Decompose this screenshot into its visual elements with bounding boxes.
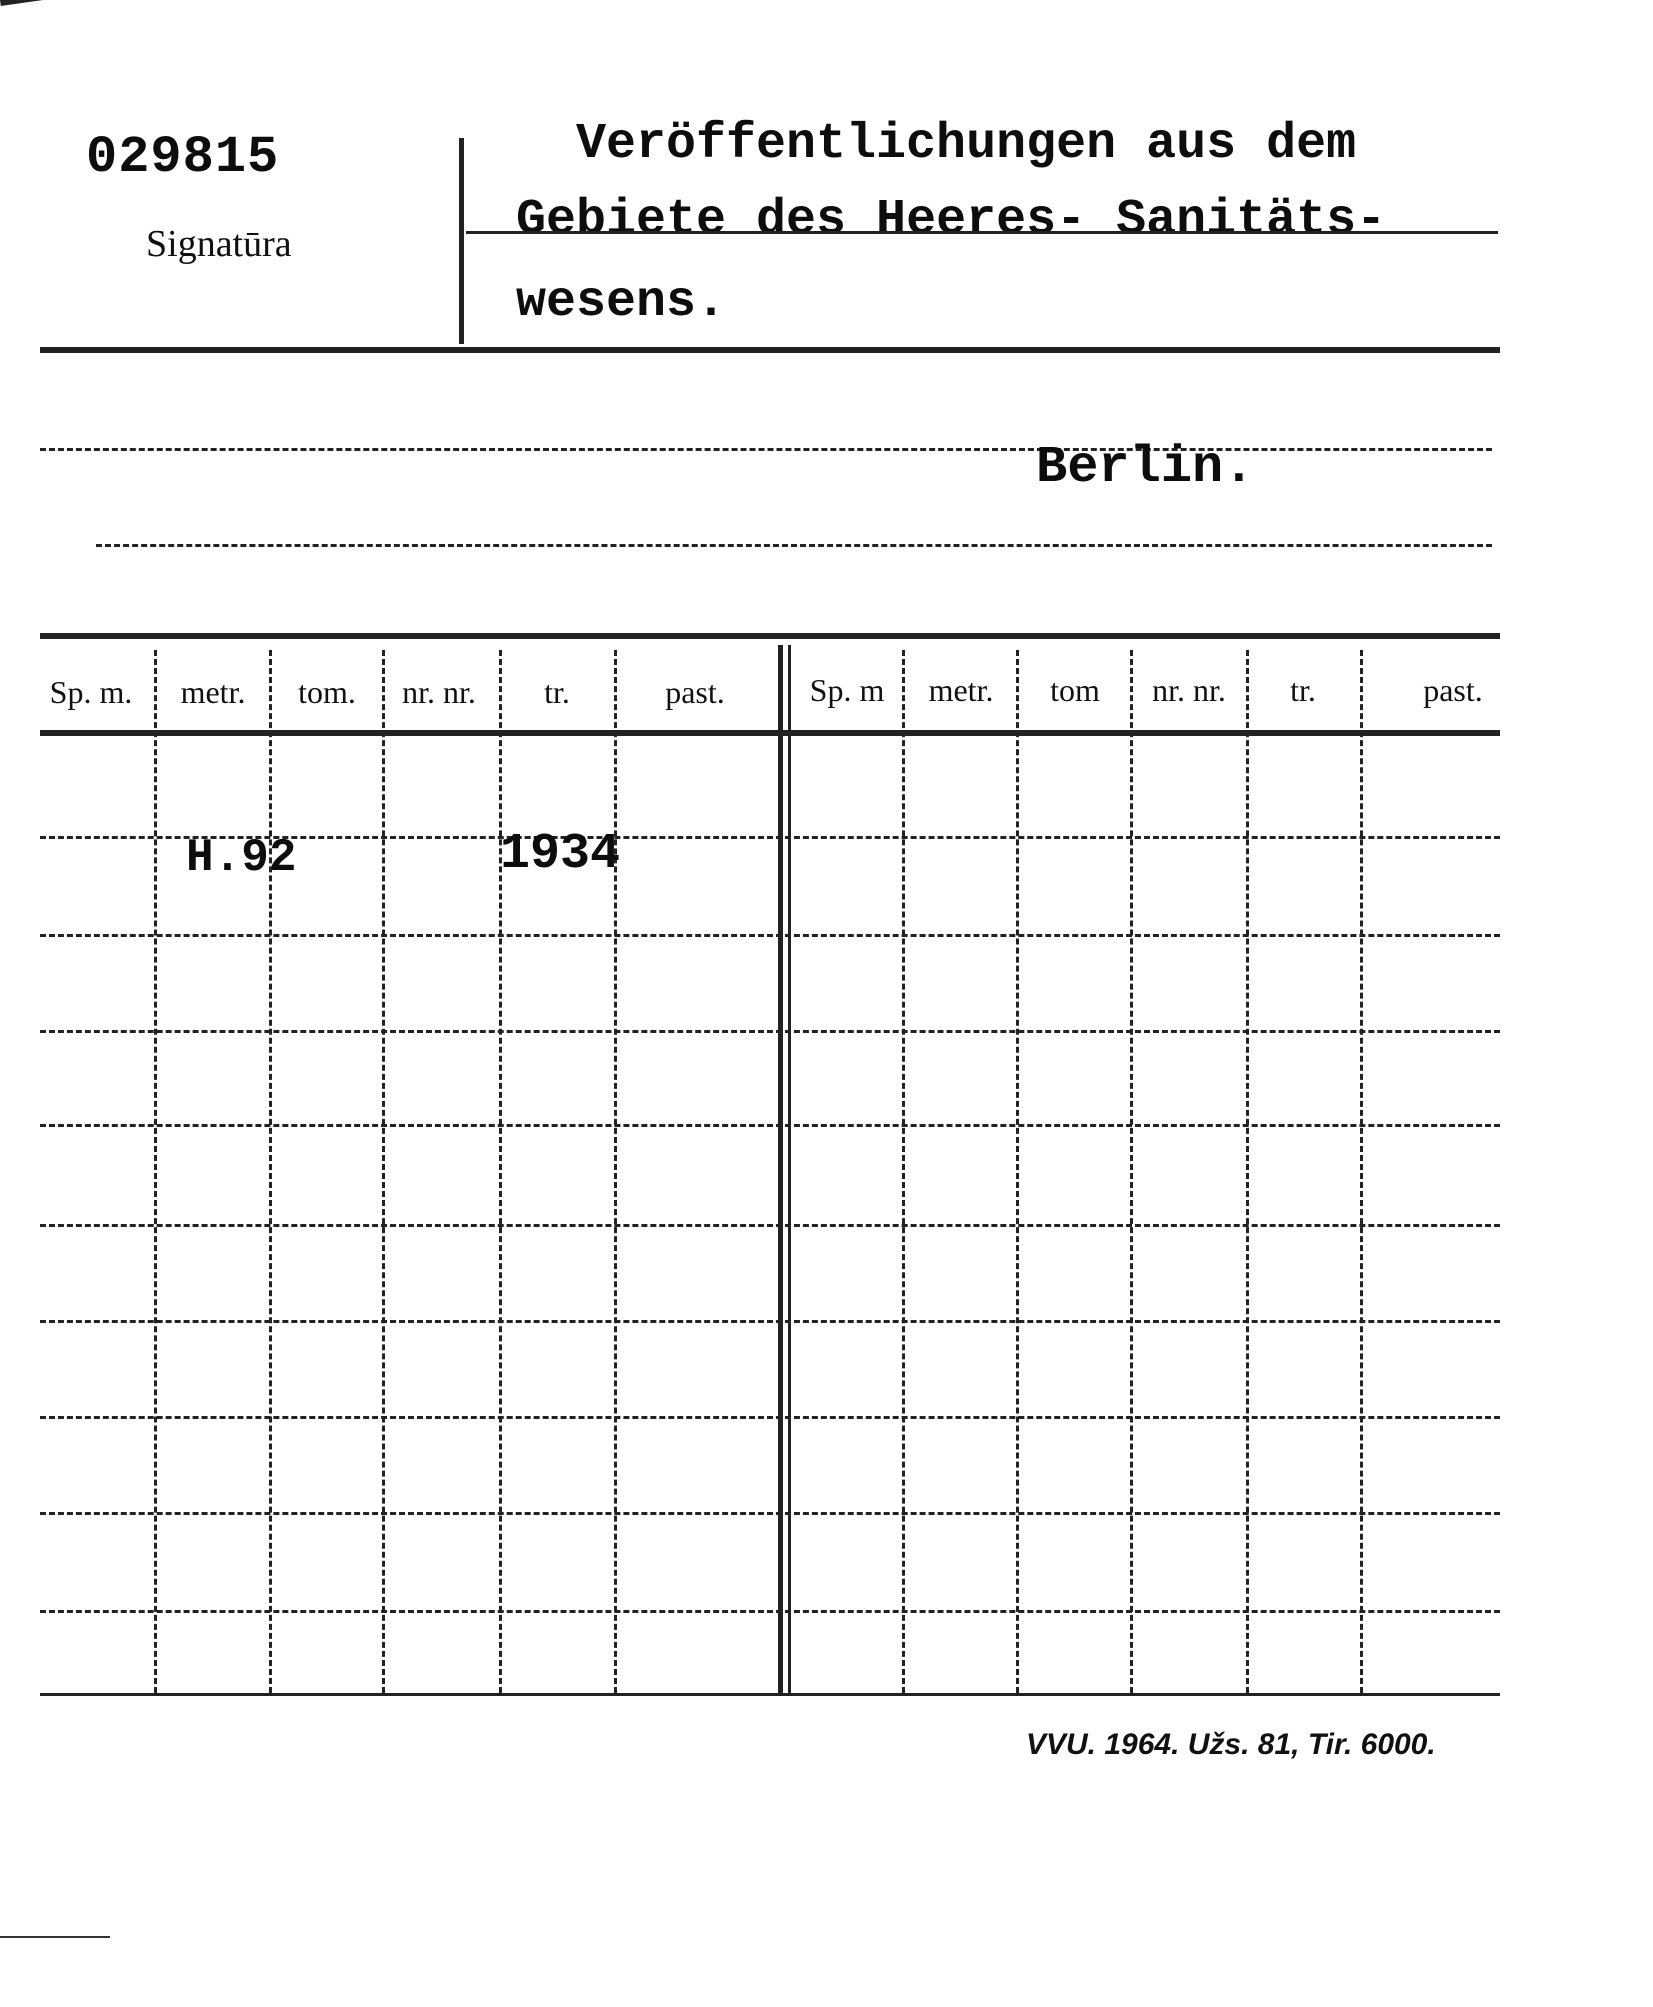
col-header-sp-m: Sp. m. [49, 674, 133, 710]
scan-edge-mark [0, 0, 90, 6]
title-underline-2 [466, 231, 1498, 234]
col-header-metr: metr. [180, 674, 246, 710]
header-divider [459, 138, 464, 344]
print-note: VVU. 1964. Užs. 81, Tir. 6000. [1026, 1728, 1436, 1761]
table-header-rule [40, 730, 1500, 736]
row-rule [40, 1416, 1500, 1419]
place-line-1 [40, 448, 1492, 451]
row-rule [40, 934, 1500, 937]
table-bottom-rule [40, 1693, 1500, 1696]
entry-year: 1934 [500, 826, 621, 883]
col-header-tr: tr. [544, 674, 570, 710]
col-divider [1130, 650, 1133, 1693]
col-header-nr-nr-right: nr. nr. [1152, 672, 1226, 708]
table-center-divider-b [788, 645, 791, 1693]
row-rule [40, 1512, 1500, 1515]
place-line-2 [96, 544, 1492, 547]
scan-edge-mark-bottom [0, 1936, 110, 1938]
row-rule [40, 1320, 1500, 1323]
entry-signature: H.92 [186, 832, 297, 884]
title-line-1: Veröffentlichungen aus dem [576, 116, 1357, 173]
row-rule [40, 1124, 1500, 1127]
row-rule [40, 1610, 1500, 1613]
title-line-2: Gebiete des Heeres- Sanitäts- [516, 192, 1387, 249]
col-divider [269, 650, 272, 1693]
col-divider [1246, 650, 1249, 1693]
col-divider [154, 650, 157, 1693]
col-divider [1360, 650, 1363, 1693]
col-header-tom: tom. [298, 674, 356, 710]
table-top-rule [40, 633, 1500, 639]
col-divider [902, 650, 905, 1693]
col-header-tr-right: tr. [1290, 672, 1316, 708]
row-rule [40, 1224, 1500, 1227]
row-rule [40, 1030, 1500, 1033]
title-line-3: wesens. [516, 274, 727, 331]
place: Berlin. [1036, 438, 1255, 497]
signatura-label: Signatūra [146, 223, 292, 265]
header-rule [40, 347, 1500, 353]
table-center-divider-a [778, 645, 783, 1693]
col-divider [499, 650, 502, 1693]
col-header-past-right: past. [1423, 672, 1483, 708]
call-number: 029815 [86, 128, 280, 187]
col-header-past: past. [665, 674, 725, 710]
col-divider [1016, 650, 1019, 1693]
col-header-tom-right: tom [1050, 672, 1100, 708]
col-header-metr-right: metr. [928, 672, 994, 708]
col-header-sp-m-right: Sp. m [809, 672, 885, 708]
col-divider [614, 650, 617, 1693]
col-header-nr-nr: nr. nr. [402, 674, 476, 710]
col-divider [382, 650, 385, 1693]
